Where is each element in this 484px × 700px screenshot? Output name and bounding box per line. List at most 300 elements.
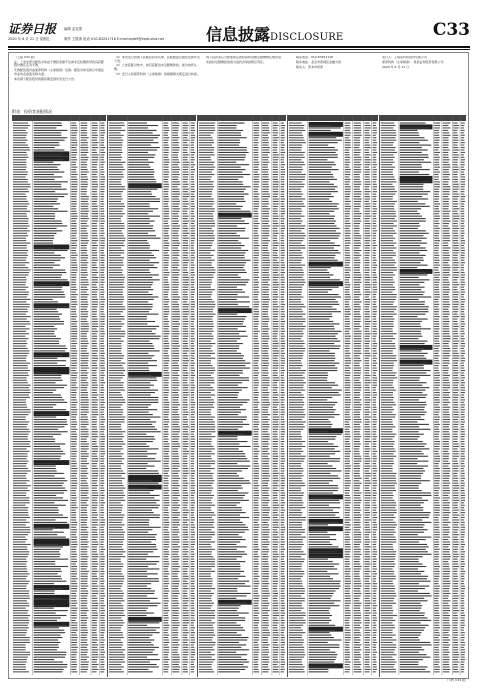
table-cell-text xyxy=(172,448,178,449)
table-cell-text xyxy=(199,198,214,199)
table-cell-text xyxy=(281,353,285,354)
table-cell-text xyxy=(183,270,187,271)
table-cell-text xyxy=(71,417,76,418)
table-cell-text xyxy=(345,331,350,332)
table-cell-text xyxy=(253,245,259,246)
table-cell-text xyxy=(71,666,77,667)
table-cell-text xyxy=(281,272,285,273)
table-cell-text xyxy=(289,208,302,209)
table-cell-text xyxy=(354,167,361,168)
table-cell-text xyxy=(92,301,98,302)
table-cell-text xyxy=(354,456,361,457)
table-cell-text xyxy=(92,164,98,165)
table-cell-text xyxy=(253,534,258,535)
table-cell-text xyxy=(281,490,284,491)
table-cell-text xyxy=(109,595,124,596)
table-cell-text xyxy=(100,152,105,153)
table-cell-text xyxy=(34,620,57,621)
table-cell-text xyxy=(218,414,238,415)
table-cell-text xyxy=(128,130,156,131)
table-cell-text xyxy=(109,495,125,496)
table-cell-text xyxy=(345,304,350,305)
table-cell-text xyxy=(218,323,243,324)
table-cell-text xyxy=(100,561,104,562)
table-cell-text xyxy=(281,657,284,658)
table-cell-text xyxy=(71,522,77,523)
table-cell-text xyxy=(92,245,98,246)
table-cell-text xyxy=(163,657,168,658)
table-cell-text xyxy=(281,147,285,148)
table-cell-text xyxy=(34,497,63,498)
table-cell-text xyxy=(262,458,269,459)
table-cell-text xyxy=(100,492,103,493)
table-cell-text xyxy=(71,549,76,550)
table-cell-text xyxy=(354,350,361,351)
table-cell-text xyxy=(34,451,63,452)
table-cell-text xyxy=(262,453,269,454)
table-cell-text xyxy=(218,429,238,430)
table-cell-text xyxy=(183,605,189,606)
table-cell-text xyxy=(262,539,268,540)
table-cell-text xyxy=(309,154,338,155)
table-cell-text xyxy=(34,375,62,376)
table-cell-text xyxy=(81,341,88,342)
table-cell-text xyxy=(191,402,195,403)
table-cell-text xyxy=(373,154,376,155)
table-cell-dense xyxy=(34,585,70,590)
table-cell-text xyxy=(218,172,242,173)
table-cell-text xyxy=(281,421,285,422)
section-title-cn: 信息披露 xyxy=(206,25,271,44)
table-cell-text xyxy=(71,458,76,459)
table-cell-text xyxy=(128,382,150,383)
table-cell-text xyxy=(218,176,243,177)
table-cell-text xyxy=(199,544,211,545)
table-cell-text xyxy=(281,605,285,606)
table-cell-text xyxy=(365,348,371,349)
table-cell-text xyxy=(309,323,340,324)
table-cell-text xyxy=(281,243,284,244)
table-cell-text xyxy=(92,502,98,503)
table-cell-text xyxy=(253,238,258,239)
table-cell-text xyxy=(100,571,104,572)
table-cell-text xyxy=(273,304,278,305)
table-cell-text xyxy=(71,421,77,422)
table-cell-text xyxy=(13,495,26,496)
table-cell-text xyxy=(172,495,180,496)
table-cell-text xyxy=(163,179,168,180)
table-cell-text xyxy=(273,365,279,366)
table-cell-text xyxy=(191,615,195,616)
table-cell-text xyxy=(100,649,104,650)
table-cell-text xyxy=(191,194,194,195)
table-cell-text xyxy=(128,353,148,354)
table-cell-text xyxy=(281,301,284,302)
table-cell-text xyxy=(262,652,269,653)
table-cell-text xyxy=(281,639,285,640)
table-cell-text xyxy=(354,159,362,160)
table-cell-text xyxy=(273,382,277,383)
table-cell-text xyxy=(253,309,258,310)
table-cell-text xyxy=(345,282,350,283)
table-cell-text xyxy=(262,127,269,128)
table-cell-text xyxy=(218,473,237,474)
table-cell-text xyxy=(81,571,89,572)
table-cell-text xyxy=(163,446,169,447)
table-cell-text xyxy=(128,613,154,614)
table-cell-text xyxy=(191,419,195,420)
table-cell-text xyxy=(81,191,87,192)
table-cell-text xyxy=(199,659,215,660)
table-cell-text xyxy=(199,603,214,604)
table-cell-text xyxy=(163,573,169,574)
table-cell-text xyxy=(34,350,66,351)
table-cell-text xyxy=(183,399,188,400)
table-cell-text xyxy=(71,608,78,609)
table-cell-text xyxy=(253,664,258,665)
table-cell-text xyxy=(172,598,178,599)
table-cell-text xyxy=(273,414,278,415)
table-cell-text xyxy=(13,458,27,459)
table-cell-text xyxy=(262,314,268,315)
table-cell-text xyxy=(373,218,377,219)
table-cell-text xyxy=(253,287,259,288)
table-cell-text xyxy=(183,304,189,305)
table-cell-text xyxy=(81,515,88,516)
table-cell-text xyxy=(172,387,178,388)
table-cell-text xyxy=(273,483,278,484)
table-cell-text xyxy=(163,566,168,567)
table-cell-text xyxy=(109,368,124,369)
table-cell-text xyxy=(172,576,178,577)
table-cell-text xyxy=(273,181,279,182)
table-cell-text xyxy=(34,404,57,405)
table-cell-text xyxy=(163,299,169,300)
table-cell-text xyxy=(163,568,167,569)
table-cell-text xyxy=(163,235,169,236)
table-cell-text xyxy=(365,221,370,222)
table-cell-text xyxy=(183,287,188,288)
table-cell-text xyxy=(183,189,189,190)
table-cell-text xyxy=(109,358,123,359)
table-cell-text xyxy=(183,439,189,440)
table-cell-text xyxy=(253,169,258,170)
table-cell-text xyxy=(199,287,211,288)
table-cell-text xyxy=(373,292,377,293)
table-cell-text xyxy=(183,568,188,569)
table-cell-text xyxy=(373,311,377,312)
table-cell-text xyxy=(218,262,246,263)
table-cell-text xyxy=(273,512,278,513)
table-cell-text xyxy=(345,174,350,175)
table-cell-text xyxy=(365,198,371,199)
table-cell-text xyxy=(183,463,188,464)
table-cell-text xyxy=(191,353,195,354)
table-cell-text xyxy=(163,669,168,670)
table-cell-text xyxy=(34,252,55,253)
table-cell-text xyxy=(273,292,277,293)
table-cell-text xyxy=(365,336,370,337)
table-cell-text xyxy=(172,463,179,464)
table-cell-text xyxy=(191,345,195,346)
table-cell-text xyxy=(273,586,278,587)
table-cell-text xyxy=(34,583,55,584)
table-cell-text xyxy=(309,397,333,398)
table-cell-text xyxy=(34,593,55,594)
table-cell-text xyxy=(81,169,88,170)
table-cell-text xyxy=(262,336,269,337)
table-cell-text xyxy=(128,360,157,361)
table-cell-text xyxy=(100,617,104,618)
table-cell-text xyxy=(218,338,240,339)
table-cell-text xyxy=(199,424,215,425)
table-cell-text xyxy=(128,453,156,454)
table-cell-text xyxy=(81,326,89,327)
table-cell-text xyxy=(354,294,362,295)
table-cell-text xyxy=(183,365,188,366)
table-cell-text xyxy=(253,652,258,653)
table-cell-text xyxy=(13,485,31,486)
table-cell-text xyxy=(253,135,259,136)
table-cell-text xyxy=(34,546,63,547)
table-cell-text xyxy=(172,247,178,248)
table-cell-text xyxy=(218,385,238,386)
table-cell-text xyxy=(199,524,213,525)
table-cell-text xyxy=(354,424,360,425)
table-cell-text xyxy=(71,294,78,295)
table-cell-text xyxy=(218,341,237,342)
table-cell-text xyxy=(13,387,29,388)
table-cell-text xyxy=(71,355,76,356)
table-cell-text xyxy=(13,174,27,175)
table-cell-text xyxy=(34,208,59,209)
table-cell-text xyxy=(81,306,88,307)
table-cell-text xyxy=(100,260,104,261)
table-cell-text xyxy=(199,375,211,376)
table-cell-text xyxy=(71,321,77,322)
table-cell-text xyxy=(172,353,179,354)
table-cell-text xyxy=(354,417,360,418)
table-cell-text xyxy=(354,429,361,430)
table-cell-dense xyxy=(128,477,161,482)
table-cell-text xyxy=(345,301,349,302)
table-cell-text xyxy=(81,468,88,469)
table-cell-text xyxy=(199,238,215,239)
table-cell-text xyxy=(273,419,279,420)
table-cell-text xyxy=(218,201,245,202)
table-cell-text xyxy=(128,169,154,170)
table-cell-text xyxy=(100,441,104,442)
table-cell-text xyxy=(218,439,237,440)
table-cell-text xyxy=(253,495,258,496)
table-cell-text xyxy=(92,179,98,180)
table-cell-text xyxy=(163,473,168,474)
table-cell-text xyxy=(253,561,258,562)
table-cell-text xyxy=(128,299,154,300)
table-cell-text xyxy=(81,345,88,346)
table-cell-text xyxy=(13,299,31,300)
table-cell-text xyxy=(289,402,304,403)
table-cell-text xyxy=(128,154,155,155)
table-cell-text xyxy=(253,590,257,591)
table-cell-text xyxy=(273,289,278,290)
table-cell-text xyxy=(71,554,77,555)
table-cell-text xyxy=(172,424,178,425)
table-cell-text xyxy=(13,475,26,476)
table-cell-text xyxy=(34,448,61,449)
table-cell-text xyxy=(92,475,98,476)
table-cell-text xyxy=(373,216,376,217)
table-cell-text xyxy=(163,245,169,246)
table-cell-text xyxy=(289,191,302,192)
table-cell-text xyxy=(183,404,188,405)
table-cell-text xyxy=(354,240,361,241)
table-cell-text xyxy=(183,537,189,538)
table-cell-text xyxy=(365,164,371,165)
table-cell-text xyxy=(253,463,258,464)
table-cell-text xyxy=(81,500,89,501)
table-cell-text xyxy=(253,179,258,180)
table-cell-text xyxy=(172,267,178,268)
table-cell-text xyxy=(183,348,189,349)
table-cell-text xyxy=(199,522,214,523)
table-cell-text xyxy=(253,632,259,633)
table-cell-text xyxy=(365,429,371,430)
table-cell-text xyxy=(218,328,237,329)
table-cell-text xyxy=(281,390,284,391)
table-cell-text xyxy=(128,671,152,672)
table-cell-text xyxy=(191,649,195,650)
table-cell-text xyxy=(273,407,277,408)
table-cell-text xyxy=(163,495,169,496)
table-cell-text xyxy=(183,377,188,378)
table-cell-text xyxy=(253,353,258,354)
table-cell-text xyxy=(100,605,105,606)
table-cell-text xyxy=(109,223,124,224)
table-cell-text xyxy=(92,206,98,207)
table-cell-text xyxy=(199,154,215,155)
table-cell-text xyxy=(34,292,64,293)
table-cell-text xyxy=(354,343,361,344)
table-cell-dense xyxy=(34,541,70,546)
table-cell-text xyxy=(163,228,169,229)
table-cell-text xyxy=(71,436,77,437)
table-cell-text xyxy=(354,262,361,263)
table-cell-text xyxy=(373,394,377,395)
table-cell-text xyxy=(218,289,242,290)
table-cell-text xyxy=(13,470,31,471)
table-cell-text xyxy=(253,671,259,672)
table-cell-text xyxy=(172,402,178,403)
table-cell-text xyxy=(281,566,285,567)
table-cell-text xyxy=(183,140,189,141)
table-cell-text xyxy=(289,304,304,305)
table-cell-text xyxy=(71,407,76,408)
table-cell-text xyxy=(218,502,240,503)
table-cell-text xyxy=(262,409,268,410)
table-cell-text xyxy=(191,272,195,273)
table-cell-text xyxy=(345,326,350,327)
table-cell-text xyxy=(253,350,258,351)
table-cell-text xyxy=(71,323,76,324)
table-cell-text xyxy=(273,363,279,364)
table-cell-text xyxy=(253,257,258,258)
table-cell-text xyxy=(218,492,248,493)
table-cell-text xyxy=(345,458,350,459)
table-cell-text xyxy=(281,201,285,202)
table-cell-text xyxy=(309,350,330,351)
table-cell-text xyxy=(183,127,188,128)
table-cell-text xyxy=(191,137,195,138)
table-cell-text xyxy=(100,502,105,503)
table-cell-text xyxy=(289,130,305,131)
table-cell-text xyxy=(163,343,169,344)
table-cell-text xyxy=(253,299,258,300)
table-cell-text xyxy=(262,333,268,334)
table-cell-text xyxy=(13,176,26,177)
table-cell-text xyxy=(100,250,103,251)
table-cell-text xyxy=(373,137,377,138)
table-cell-text xyxy=(373,230,377,231)
table-cell-text xyxy=(34,365,66,366)
table-cell-text xyxy=(354,316,361,317)
table-cell-text xyxy=(92,426,97,427)
table-cell-text xyxy=(273,159,278,160)
table-cell-text xyxy=(92,287,98,288)
table-cell-text xyxy=(81,257,88,258)
table-cell-text xyxy=(81,488,89,489)
table-cell-text xyxy=(34,213,55,214)
table-cell-text xyxy=(81,414,87,415)
table-cell-text xyxy=(199,125,215,126)
table-cell-text xyxy=(191,546,194,547)
table-cell-text xyxy=(262,517,270,518)
table-cell-text xyxy=(354,439,360,440)
table-cell-dense xyxy=(34,460,70,465)
table-cell-text xyxy=(172,654,179,655)
table-cell-text xyxy=(262,211,269,212)
table-cell-text xyxy=(71,223,76,224)
table-cell-text xyxy=(262,323,268,324)
table-cell-text xyxy=(191,512,194,513)
table-cell-text xyxy=(34,639,59,640)
table-cell-text xyxy=(199,527,215,528)
table-cell-text xyxy=(199,363,211,364)
table-cell-text xyxy=(354,453,360,454)
table-cell-text xyxy=(81,301,88,302)
table-cell-text xyxy=(100,666,104,667)
table-cell-text xyxy=(71,603,77,604)
table-cell-text xyxy=(365,274,370,275)
table-cell-text xyxy=(81,228,87,229)
table-cell-text xyxy=(13,662,27,663)
table-cell-text xyxy=(191,240,195,241)
table-cell-text xyxy=(13,348,28,349)
table-cell-text xyxy=(109,218,121,219)
table-cell-text xyxy=(365,147,371,148)
table-cell-text xyxy=(128,561,159,562)
table-cell-text xyxy=(281,152,285,153)
table-cell-text xyxy=(199,644,215,645)
table-cell-text xyxy=(289,186,304,187)
table-cell-text xyxy=(109,537,124,538)
table-cell-dense xyxy=(218,213,251,218)
table-cell-text xyxy=(365,213,370,214)
table-cell-text xyxy=(262,304,268,305)
table-cell-text xyxy=(109,446,122,447)
table-cell-text xyxy=(100,475,103,476)
table-cell-text xyxy=(309,321,334,322)
